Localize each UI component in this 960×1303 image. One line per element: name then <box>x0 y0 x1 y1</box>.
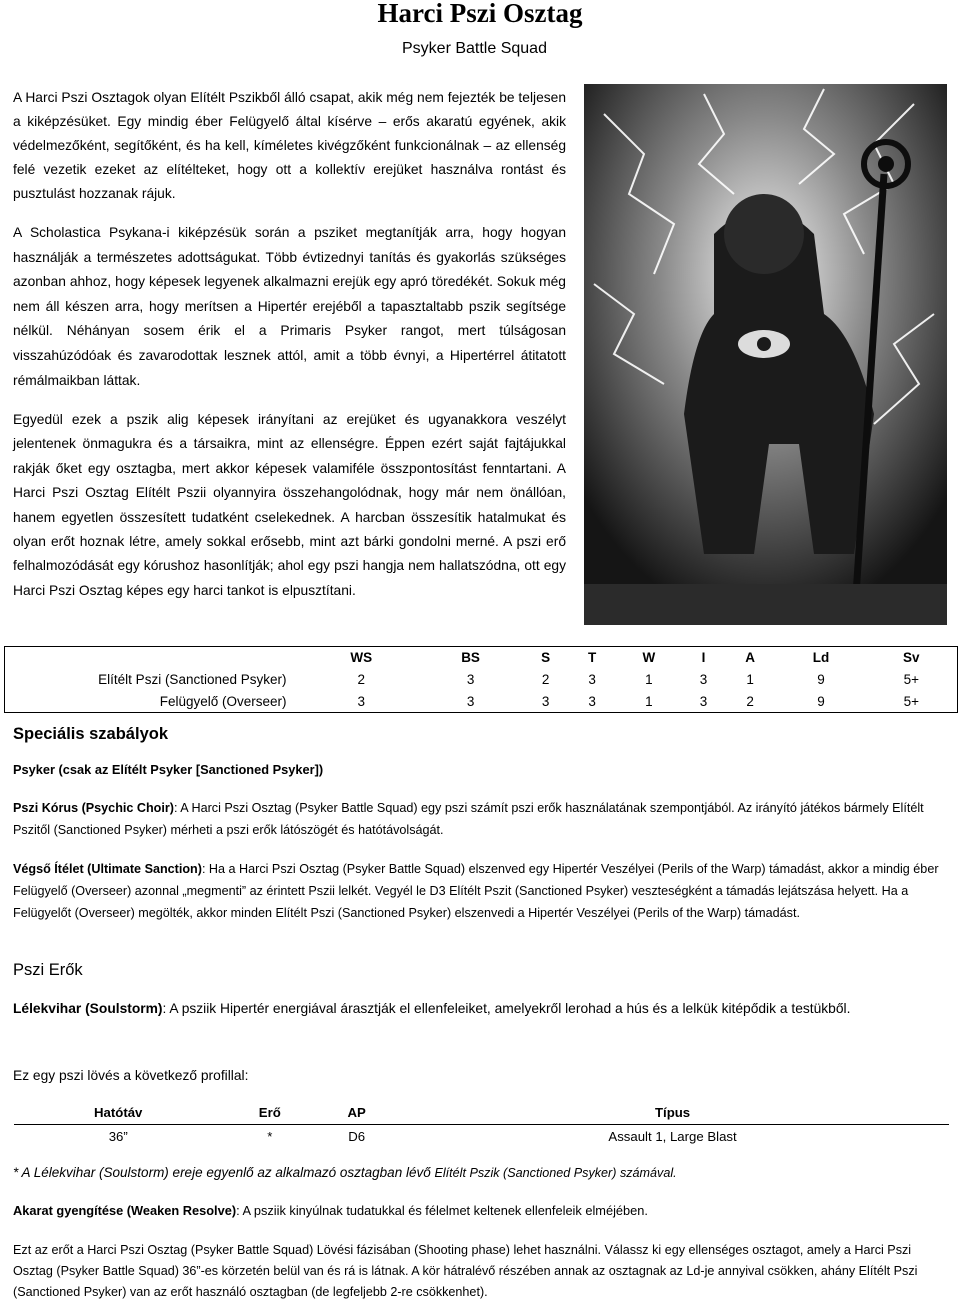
stat-value: 1 <box>645 672 653 687</box>
weaken-resolve-detail: Ezt az erőt a Harci Pszi Osztag (Psyker Battle Squad) Lövési fázisában (Shooting phase) lehet használni. Válassz ki egy ellenséges osztagot, amely a Harci Pszi Osztag (Psyker Battle Squad) 36”-es körzetén belül van és rá is látnak. A kör hátralévő részében annak az osztagnak az Ld-je annyival csökken, ahány Elítélt Pszi (Sanctioned Psyker) van az erőt használó osztagban (de legfeljebb 2-re csökkenhet). <box>13 1243 918 1299</box>
ultimate-sanction-title: Végső Ítélet (Ultimate Sanction) <box>13 862 202 876</box>
ultimate-sanction-rule <box>13 858 948 924</box>
stats-header-s: S <box>541 650 551 666</box>
profile-header-row <box>14 1101 949 1124</box>
stats-header-t: T <box>588 650 597 666</box>
psychic-choir-text: : A Harci Pszi Osztag (Psyker Battle Squad) egy pszi számít pszi erők használatának szempontjából. Az irányító játékos bármely Elítélt Pszitől (Sanctioned Psyker) mérheti a pszi erők látószögét és hatótávolságát. <box>13 801 924 837</box>
intro-paragraph-2: A Scholastica Psykana-i kiképzésük során a psziket megtanítják arra, hogy hogyan használják a természetes adottságukat. Több évtizednyi tanítás és gyakorlás szükséges azonban ahhoz, hogy képesek legyenek alkalmazni erejük egy apró töredékét. Sokuk még nem áll készen arra, hogy merítsen a Hipertér erejéből a tapasztaltabb pszik segítsége nélkül. Néhányan sosem érik el a Primaris Psyker rangot, mert túlságosan visszahúzódóak és zavarodottak lesznek attól, amit a több évnyi, a Hipertérrel átitatott rémálmaikban láttak. <box>13 225 566 388</box>
stat-value: 9 <box>817 693 825 709</box>
soulstorm-text: : A psziik Hipertér energiával árasztják el ellenfeleiket, amelyekről lerohad a hús és a lelkük kitépődik a testükből. <box>162 1001 851 1016</box>
psyker-illustration-art <box>584 84 947 625</box>
stats-header-sv: Sv <box>903 650 920 666</box>
stats-header-w: W <box>642 650 656 666</box>
stats-header-name <box>5 647 303 669</box>
psyker-illustration <box>584 84 947 625</box>
psychic-powers-heading: Pszi Erők <box>13 961 83 979</box>
stat-value: 3 <box>466 693 475 709</box>
stat-value: 5+ <box>903 693 919 709</box>
stat-value: 3 <box>541 693 550 709</box>
table-row <box>5 669 958 691</box>
psyker-rule-heading: Psyker (csak az Elítélt Psyker [Sanctioned Psyker]) <box>13 762 324 777</box>
soulstorm-title: Lélekvihar (Soulstorm) <box>13 1001 163 1016</box>
table-row <box>5 691 958 713</box>
profile-header-strength: Erő <box>258 1104 281 1120</box>
weaken-resolve-title: Akarat gyengítése (Weaken Resolve) <box>13 1203 237 1218</box>
page-title: Harci Pszi Osztag <box>377 0 583 28</box>
soulstorm-profile-table <box>14 1101 949 1148</box>
stat-value: 2 <box>541 672 550 687</box>
stat-value: 1 <box>746 672 754 687</box>
stats-table <box>4 646 958 713</box>
page-subtitle: Psyker Battle Squad <box>402 40 547 57</box>
unit-name: Felügyelő (Overseer) <box>159 693 287 709</box>
profile-header-type: Típus <box>654 1104 691 1120</box>
stats-header-a: A <box>745 650 756 666</box>
soulstorm-rule <box>13 996 948 1022</box>
unit-name: Elítélt Pszi (Sanctioned Psyker) <box>98 672 287 687</box>
profile-intro: Ez egy pszi lövés a következő profillal: <box>13 1068 249 1083</box>
stat-value: 9 <box>817 672 825 687</box>
profile-strength: * <box>267 1128 273 1144</box>
stat-value: 2 <box>357 672 365 687</box>
stats-header-bs: BS <box>461 650 480 666</box>
note-part-2: Elítélt Pszik (Sanctioned Psyker) számával. <box>434 1166 677 1180</box>
stat-value: 3 <box>699 693 708 709</box>
stat-value: 3 <box>466 672 475 687</box>
stats-header-row <box>5 647 958 669</box>
special-rules-heading: Speciális szabályok <box>13 725 169 743</box>
stats-header-ws: WS <box>350 650 373 666</box>
table-row <box>14 1124 949 1148</box>
stats-header-i: I <box>701 650 706 666</box>
intro-paragraph-3: Egyedül ezek a pszik alig képesek irányítani az erejüket és ugyanakkora veszélyt jelentenek önmagukra és a társaikra, mint az ellenségre. Éppen ezért saját fajtájukkal rakják őket egy osztagba, mert akkor képesek valamiféle összpontosítást fenntartani. A Harci Pszi Osztag Elítélt Pszii olyannyira összehangolódnak, hogy már nem önállóan, hanem egyetlen összesített tudatként cselekednek. A harcban összesítik hatalmukat és olyan erőt hoznak létre, amely sokkal erősebb, mint azt bárki gondolni merné. A pszi erő felhalmozódását egy kórushoz hasonlítják; ahol egy pszi hangja nem hallatszódna, ott egy Harci Pszi Osztag képes egy harci tankot is elpusztítani. <box>13 412 566 598</box>
stats-header-ld: Ld <box>812 650 830 666</box>
psychic-choir-title: Pszi Kórus (Psychic Choir) <box>13 801 174 815</box>
stat-value: 2 <box>746 693 754 709</box>
profile-header-ap: AP <box>347 1104 366 1120</box>
intro-paragraph-1: A Harci Pszi Osztagok olyan Elítélt Pszikből álló csapat, akik még nem fejezték be teljesen a kiképzésüket. Egy mindig éber Felügyelő által kísérve – erős akaratú egyének, akik védelmezőként, segítőként, és ha kell, kíméletes kivégzőként funkcionálnak – az ellenség felé vezetik ezeket az elítélteket, hogy ott a kollektív erejüket használva rontást és pusztulást hozzanak rájuk. <box>13 90 566 201</box>
stat-value: 3 <box>588 693 596 709</box>
weaken-resolve-rule <box>13 1202 948 1220</box>
stat-value: 3 <box>357 693 365 709</box>
psychic-choir-rule <box>13 797 948 841</box>
note-part-1: * A Lélekvihar (Soulstorm) ereje egyenlő az alkalmazó osztagban lévő <box>13 1165 435 1180</box>
stat-value: 5+ <box>903 672 919 687</box>
weaken-resolve-text: : A psziik kinyúlnak tudatukkal és félelmet keltenek ellenfeleik elméjében. <box>236 1203 648 1218</box>
profile-ap: D6 <box>348 1128 366 1144</box>
stat-value: 3 <box>588 672 596 687</box>
soulstorm-strength-note <box>13 1163 677 1183</box>
profile-range: 36” <box>108 1128 128 1144</box>
ultimate-sanction-text: : Ha a Harci Pszi Osztag (Psyker Battle Squad) elszenved egy Hipertér Veszélyei (Perils of the Warp) támadást, akkor a mindig éber Felügyelő (Overseer) azonnal „megmenti” az érintett Pszii lelkét. Vegyél le D3 Elítélt Pszit (Sanctioned Psyker) veszteségként a támadás lejátszása helyett. Ha a Felügyelőt (Overseer) megölték, akkor minden Elítélt Pszi (Sanctioned Psyker) elszenvedi a Hipertér Veszélyei (Perils of the Warp) támadást. <box>13 862 939 920</box>
stat-value: 1 <box>645 693 653 709</box>
stat-value: 3 <box>699 672 708 687</box>
profile-header-range: Hatótáv <box>94 1104 143 1120</box>
profile-type: Assault 1, Large Blast <box>608 1128 737 1144</box>
